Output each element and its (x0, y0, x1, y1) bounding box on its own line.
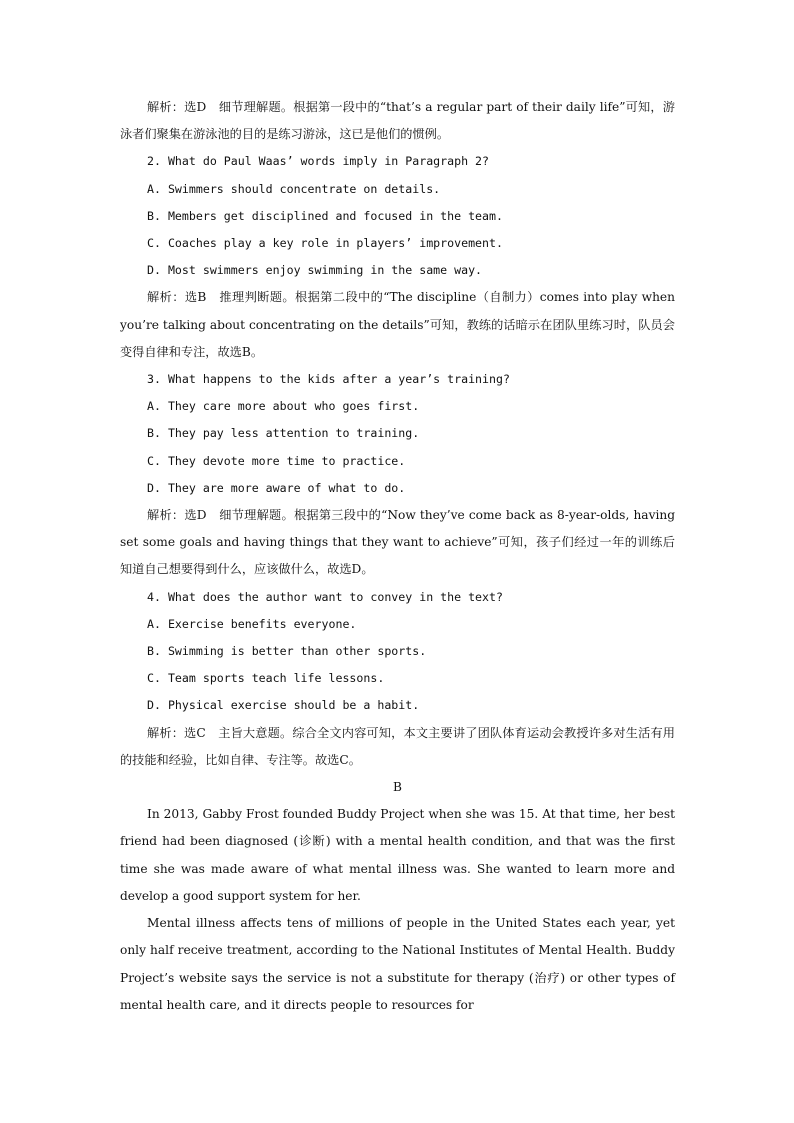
passage-paragraph-1: In 2013, Gabby Frost founded Buddy Project when she was 15. At that time, her best friend had been diagnosed (诊断) with a mental health condition, and that was the first time she was made aware of what mental illness was. She wanted to learn more and develop a good support system for her. (120, 807, 675, 903)
q3-option-c: C. They devote more time to practice. (147, 453, 406, 468)
question-2: 2. What do Paul Waas’ words imply in Paragraph 2? (147, 154, 490, 169)
q2-option-d: D. Most swimmers enjoy swimming in the same way. (147, 263, 483, 278)
q2-option-c: C. Coaches play a key role in players’ improvement. (147, 236, 503, 251)
q4-option-c: C. Team sports teach life lessons. (147, 671, 385, 686)
q4-option-d: D. Physical exercise should be a habit. (147, 698, 420, 713)
question-3: 3. What happens to the kids after a year’s training? (147, 372, 510, 387)
q2-option-b: B. Members get disciplined and focused in the team. (147, 208, 503, 223)
question-4: 4. What does the author want to convey in the text? (147, 589, 503, 604)
q2-option-a: A. Swimmers should concentrate on details. (147, 181, 441, 196)
q3-analysis: 解析：选D 细节理解题。根据第三段中的“Now they’ve come back as 8-year-olds, having set some goals and having things that they want to achieve”可知，孩子们经过一年的训练后知道自己想要得到什么，应该做什么，故选D。 (120, 508, 675, 577)
q1-analysis: 解析：选D 细节理解题。根据第一段中的“that’s a regular part of their daily life”可知，游泳者们聚集在游泳池的目的是练习游泳，这已是他们的惯例。 (120, 100, 675, 142)
q3-option-b: B. They pay less attention to training. (147, 426, 420, 441)
document-page (120, 94, 675, 1019)
section-heading: B (393, 780, 402, 795)
q4-analysis: 解析：选C 主旨大意题。综合全文内容可知，本文主要讲了团队体育运动会教授许多对生活有用的技能和经验，比如自律、专注等。故选C。 (120, 725, 675, 767)
q4-option-b: B. Swimming is better than other sports. (147, 644, 427, 659)
q3-option-a: A. They care more about who goes first. (147, 399, 420, 414)
q4-option-a: A. Exercise benefits everyone. (147, 616, 357, 631)
passage-paragraph-2: Mental illness affects tens of millions of people in the United States each year, yet only half receive treatment, according to the National Institutes of Mental Health. Buddy Project’s website says the service is not a substitute for therapy (治疗) or other types of mental health care, and it directs people to resources for (120, 916, 675, 1012)
q3-option-d: D. They are more aware of what to do. (147, 480, 406, 495)
q2-analysis: 解析：选B 推理判断题。根据第二段中的“The discipline（自制力）comes into play when you’re talking about concentrating on the details”可知，教练的话暗示在团队里练习时，队员会变得自律和专注，故选B。 (120, 290, 675, 359)
